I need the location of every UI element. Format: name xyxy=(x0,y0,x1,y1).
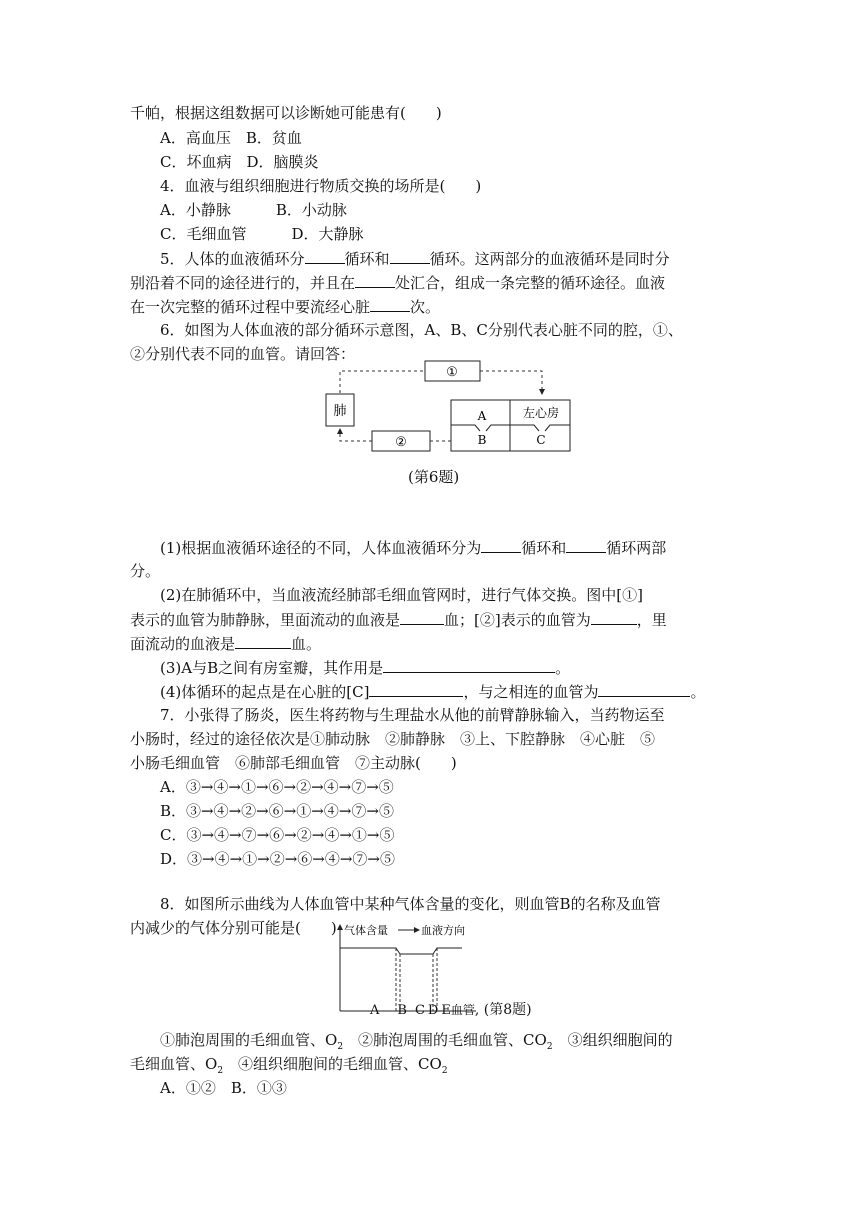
vessel-2-label: ② xyxy=(395,435,407,450)
chamber-a: A xyxy=(477,409,487,423)
q7-option-b: B．③→④→②→⑥→①→④→⑦→⑤ xyxy=(160,802,395,820)
q7-stem-line2: 小肠时，经过的途径依次是①肺动脉 ②肺静脉 ③上、下腔静脉 ④心脏 ⑤ xyxy=(130,730,656,748)
q8-options-line1: ①肺泡周围的毛细血管、$O_2$ ②肺泡周围的毛细血管、$CO_2$ ③组织细胞间的 xyxy=(160,1031,673,1052)
q7-stem-line1: 7．小张得了肠炎，医生将药物与生理盐水从他的前臂静脉输入，当药物运至 xyxy=(160,706,665,724)
q5-line2: 别沿着不同的途径进行的，并且在 处汇合，组成一条完整的循环途径。血液 xyxy=(130,274,666,292)
q6-stem-line1: 6．如图为人体血液的部分循环示意图，A、B、C分别代表心脏不同的腔，①、 xyxy=(160,321,683,339)
q4-options-ab: A．小静脉 B．小动脉 xyxy=(160,201,347,219)
q6-1-line1: (1)根据血液循环途径的不同，人体血液循环分为 循环和 循环两部 xyxy=(160,539,667,557)
q3-options-ab: A．高血压 B．贫血 xyxy=(160,129,302,147)
q8-stem-line2: 内减少的气体分别可能是( ) xyxy=(130,919,337,937)
q6-2-line3: 面流动的血液是 血。 xyxy=(130,635,322,653)
q7-option-a: A．③→④→①→⑥→②→④→⑦→⑤ xyxy=(160,778,394,796)
q7-stem-line3: 小肠毛细血管 ⑥肺部毛细血管 ⑦主动脉( ) xyxy=(130,754,457,772)
q3-options-cd: C．坏血病 D．脑膜炎 xyxy=(160,153,319,171)
blank xyxy=(355,272,395,288)
q5-line3: 在一次完整的循环过程中要流经心脏 次。 xyxy=(130,298,441,316)
q4-stem: 4．血液与组织细胞进行物质交换的场所是( ) xyxy=(160,177,482,195)
blank xyxy=(481,537,521,553)
fig6-caption: (第6题) xyxy=(408,468,460,486)
blank xyxy=(235,633,291,649)
chamber-b: B xyxy=(477,433,487,447)
lung-label: 肺 xyxy=(333,404,347,419)
fig8-ylabel: 气体含量 xyxy=(344,924,388,937)
blank xyxy=(566,537,606,553)
chamber-c: C xyxy=(536,433,546,447)
gas-curve xyxy=(340,948,462,954)
blank xyxy=(390,248,430,264)
blank xyxy=(305,248,345,264)
blank xyxy=(598,681,690,697)
vessel-1-label: ① xyxy=(446,365,458,380)
q6-3: (3)A与B之间有房室瓣，其作用是 。 xyxy=(160,659,571,677)
q6-1-line2: 分。 xyxy=(130,562,161,580)
q6-2-line1: (2)在肺循环中，当血液流经肺部毛细血管网时，进行气体交换。图中[①] xyxy=(160,586,643,604)
blank xyxy=(383,657,555,673)
blank xyxy=(370,296,410,312)
q4-options-cd: C．毛细血管 D．大静脉 xyxy=(160,225,364,243)
q7-option-d: D．③→④→①→②→⑥→④→⑦→⑤ xyxy=(160,850,396,868)
q8-options-line2: 毛细血管、$O_2$ ④组织细胞间的毛细血管、$CO_2$ xyxy=(130,1055,448,1076)
left-atrium-label: 左心房 xyxy=(522,406,560,420)
q8-answer-options: A．①② B．①③ xyxy=(160,1079,287,1097)
blank xyxy=(400,609,444,625)
fig6-circulation-diagram xyxy=(320,357,580,462)
q7-option-c: C．③→④→⑦→⑥→②→④→①→⑤ xyxy=(160,826,395,844)
q6-2-line2: 表示的血管为肺静脉，里面流动的血液是 血；[②]表示的血管为 ，里 xyxy=(130,611,667,629)
blank xyxy=(369,681,463,697)
q6-4: (4)体循环的起点是在心脏的[C] ，与之相连的血管为 。 xyxy=(160,683,706,701)
q8-stem-line1: 8．如图所示曲线为人体血管中某种气体含量的变化，则血管B的名称及血管 xyxy=(160,895,661,913)
blank xyxy=(591,609,637,625)
fig8-arrow-label: 血液方向 xyxy=(421,924,465,937)
q5-line1: 5．人体的血液循环分 循环和 循环。这两部分的血液循环是同时分 xyxy=(160,250,670,268)
q3-tail: 千帕，根据这组数据可以诊断她可能患有( ) xyxy=(130,104,442,122)
fig8-x-labels: A B C D E血管, (第8题) xyxy=(370,1002,532,1018)
q6-stem-line2: ②分别代表不同的血管。请回答： xyxy=(130,345,356,363)
